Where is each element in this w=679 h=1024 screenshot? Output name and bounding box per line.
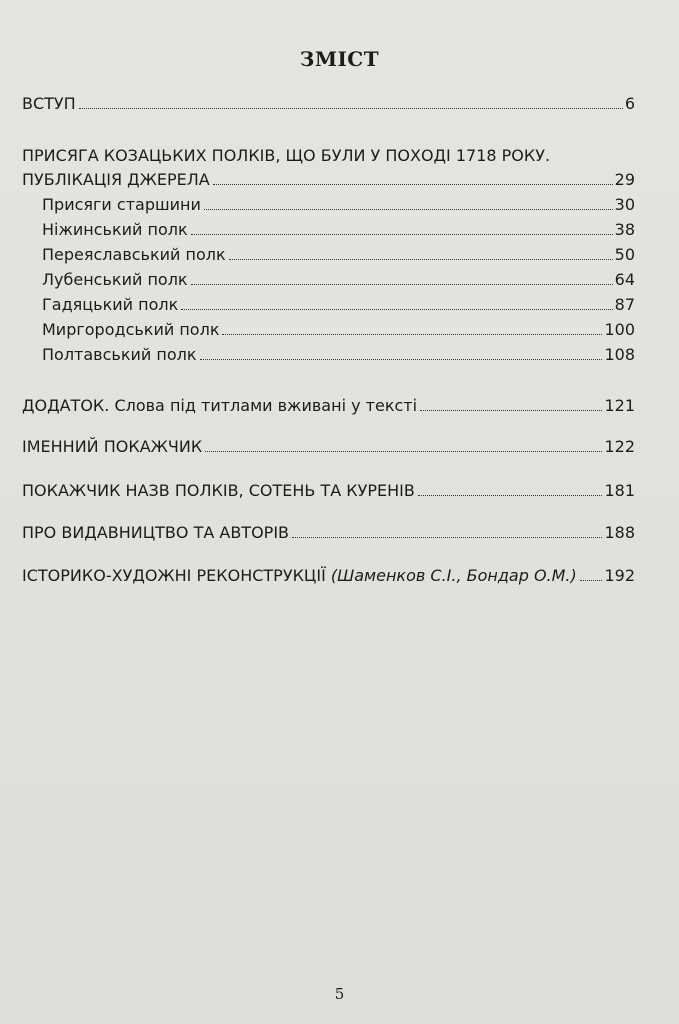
toc-entry-page: 122 — [604, 437, 635, 456]
toc-subentry[interactable] — [42, 220, 635, 240]
toc-entry-label: ДОДАТОК. Слова під титлами вживані у тексті — [22, 396, 418, 415]
toc-entry-page: 100 — [604, 320, 635, 339]
toc-entry-appendix[interactable] — [22, 396, 635, 416]
toc-entry-page: 50 — [614, 245, 635, 264]
toc-subentry[interactable] — [42, 195, 635, 215]
toc-entry-label: Полтавський полк — [42, 345, 197, 364]
toc-entry-reconstructions[interactable] — [22, 566, 635, 586]
toc-entry-label: Лубенський полк — [42, 270, 188, 289]
toc-subentry[interactable] — [42, 245, 635, 265]
page-title: ЗМІСТ — [299, 47, 380, 71]
toc-entry-label — [22, 566, 577, 586]
toc-subentry[interactable] — [42, 345, 635, 365]
toc-subentry[interactable] — [42, 270, 635, 290]
toc-entry-page: 181 — [604, 481, 635, 500]
dot-leader — [200, 359, 603, 360]
toc-entry-page: 38 — [614, 220, 635, 239]
toc-entry-label: Переяславський полк — [42, 245, 226, 264]
dot-leader — [580, 580, 603, 581]
toc-entry-label: Ніжинський полк — [42, 220, 188, 239]
toc-entry-label: ПРО ВИДАВНИЦТВО ТА АВТОРІВ — [22, 523, 290, 542]
page-number: 5 — [334, 985, 345, 1003]
toc-entry-authors: (Шаменков С.І., Бондар О.М.) — [330, 566, 577, 585]
toc-entry-intro[interactable] — [22, 94, 635, 114]
dot-leader — [191, 234, 613, 235]
toc-entry-label: ПУБЛІКАЦІЯ ДЖЕРЕЛА — [22, 170, 210, 189]
toc-entry-page: 87 — [614, 295, 635, 314]
toc-entry-page: 64 — [614, 270, 635, 289]
dot-leader — [79, 108, 623, 109]
toc-entry-page: 192 — [604, 566, 635, 585]
toc-entry-page: 30 — [614, 195, 635, 214]
dot-leader — [205, 451, 602, 452]
toc-subentry[interactable] — [42, 320, 635, 340]
toc-entry-page: 6 — [624, 94, 635, 113]
toc-entry-page: 121 — [604, 396, 635, 415]
toc-subentry[interactable] — [42, 295, 635, 315]
dot-leader — [229, 259, 613, 260]
dot-leader — [292, 537, 602, 538]
toc-entry-oath[interactable] — [22, 170, 635, 190]
toc-entry-regiment-index[interactable] — [22, 481, 635, 501]
toc-entry-label: ІМЕННИЙ ПОКАЖЧИК — [22, 437, 203, 456]
toc-entry-page: 188 — [604, 523, 635, 542]
dot-leader — [213, 184, 613, 185]
dot-leader — [204, 209, 613, 210]
toc-entry-label: ПОКАЖЧИК НАЗВ ПОЛКІВ, СОТЕНЬ ТА КУРЕНІВ — [22, 481, 415, 500]
toc-entry-title: ІСТОРИКО-ХУДОЖНІ РЕКОНСТРУКЦІЇ — [22, 566, 326, 585]
dot-leader — [222, 334, 602, 335]
dot-leader — [191, 284, 613, 285]
toc-section-title-line1[interactable]: ПРИСЯГА КОЗАЦЬКИХ ПОЛКІВ, ЩО БУЛИ У ПОХОДІ 1718 РОКУ. — [22, 146, 551, 165]
toc-entry-page: 108 — [604, 345, 635, 364]
dot-leader — [418, 495, 603, 496]
toc-entry-label: ВСТУП — [22, 94, 76, 113]
dot-leader — [420, 410, 602, 411]
toc-entry-name-index[interactable] — [22, 437, 635, 457]
toc-entry-label: Гадяцький полк — [42, 295, 179, 314]
toc-entry-label: Присяги старшини — [42, 195, 201, 214]
toc-entry-about[interactable] — [22, 523, 635, 543]
dot-leader — [181, 309, 612, 310]
toc-entry-label: Миргородський полк — [42, 320, 220, 339]
toc-entry-page: 29 — [614, 170, 635, 189]
